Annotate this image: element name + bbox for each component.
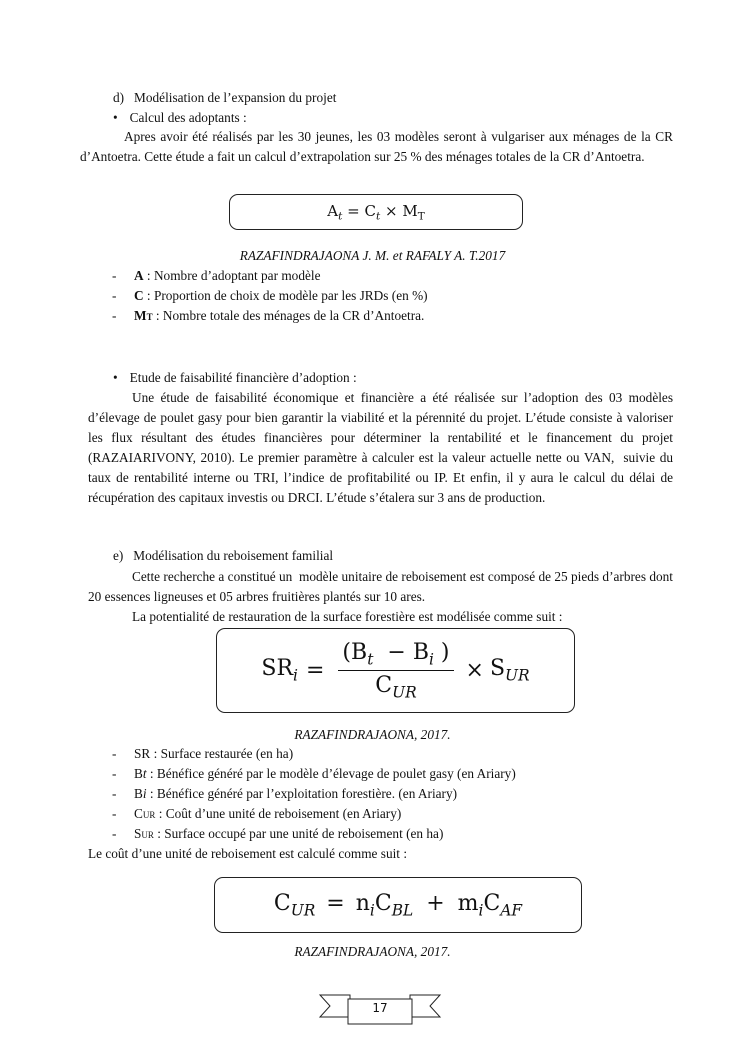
bullet-faisabilite — [113, 370, 357, 386]
bullet-dot: • — [113, 370, 118, 385]
formula-cur: $C_{UR} = n_iC_{BL} + m_iC_{AF}$ — [273, 890, 523, 920]
def-C: - C : Proportion de choix de modèle par les JRDs (en %) — [112, 288, 428, 303]
def-MT: - MT : Nombre totale des ménages de la CR d’Antoetra. — [112, 308, 425, 323]
def-SUR: - SUR : Surface occupé par une unité de reboisement (en ha) — [112, 826, 444, 841]
cost-intro: Le coût d’une unité de reboisement est calculé comme suit : — [88, 846, 408, 861]
formula-sr: $SR_i$ = $\frac{(B_t - B_i )}{C_{UR}}$ × $S_{UR}$ — [261, 639, 530, 702]
faisabilite-paragraph-text: Une étude de faisabilité économique et financière a été réalisée sur l’adoption des 03 modèles d’élevage de poulet gasy pour bien garantir la viabilité et la pérennité du projet. L’étude consiste à valoriser les flux résultant des études financières pour déterminer la rentabilité et le financement du projet (RAZAIARIVONY, 2010). Le premier paramètre à calculer est la valeur actuelle nette ou VAN, suivie du taux de rentabilité interne ou TRI, l’indice de profitabilité ou IP. Et enfin, il y aura le calcul du délai de récupération des capitaux investis ou DRCI. L’étude s’étalera sur 3 ans de production. — [88, 390, 673, 505]
bullet-calcul-adoptants — [113, 110, 247, 126]
formula-adoptants-box — [229, 194, 523, 230]
def-CUR: - CUR : Coût d’une unité de reboisement (en Ariary) — [112, 806, 402, 821]
citation-cur: RAZAFINDRAJAONA, 2017. — [294, 944, 451, 959]
formula-adoptants: $A_t = C_t \times M_T$ — [327, 201, 425, 223]
def-Bi: - Bi : Bénéfice généré par l’exploitation forestière. (en Ariary) — [112, 786, 458, 801]
citation-sr: RAZAFINDRAJAONA, 2017. — [294, 727, 451, 742]
bullet-dot: • — [113, 110, 118, 125]
bullet-faisabilite-label: Etude de faisabilité financière d’adoption : — [129, 370, 357, 385]
adoptants-paragraph — [80, 127, 673, 167]
def-SR: - SR : Surface restaurée (en ha) — [112, 746, 294, 761]
citation-adoptants: RAZAFINDRAJAONA J. M. et RAFALY A. T.2017 — [239, 248, 506, 263]
def-A: - A : Nombre d’adoptant par modèle — [112, 268, 321, 283]
formula-cur-box — [214, 877, 582, 933]
adoptants-paragraph-text: Apres avoir été réalisés par les 30 jeunes, les 03 modèles seront à vulgariser aux ménages de la CR d’Antoetra. Cette étude a fait un calcul d’extrapolation sur 25 % des ménages totales de la CR d’Antoetra. — [80, 129, 673, 164]
page-number: 17 — [372, 1001, 388, 1015]
reboisement-paragraph — [88, 567, 673, 627]
reboisement-paragraph-1: Cette recherche a constitué un modèle unitaire de reboisement est composé de 25 pieds d’arbres dont 20 essences ligneuses et 05 arbres fruitières plantés sur 10 ares. — [88, 569, 673, 604]
page-number-banner — [318, 991, 442, 1025]
faisabilite-paragraph — [88, 388, 673, 508]
bullet-calcul-adoptants-label: Calcul des adoptants : — [129, 110, 247, 125]
def-Bt: - Bt : Bénéfice généré par le modèle d’élevage de poulet gasy (en Ariary) — [112, 766, 516, 781]
reboisement-paragraph-2: La potentialité de restauration de la surface forestière est modélisée comme suit : — [132, 609, 563, 624]
section-e-heading: e) Modélisation du reboisement familial — [113, 548, 334, 563]
section-d-heading: d) Modélisation de l’expansion du projet — [113, 90, 337, 105]
formula-sr-box — [216, 628, 575, 713]
